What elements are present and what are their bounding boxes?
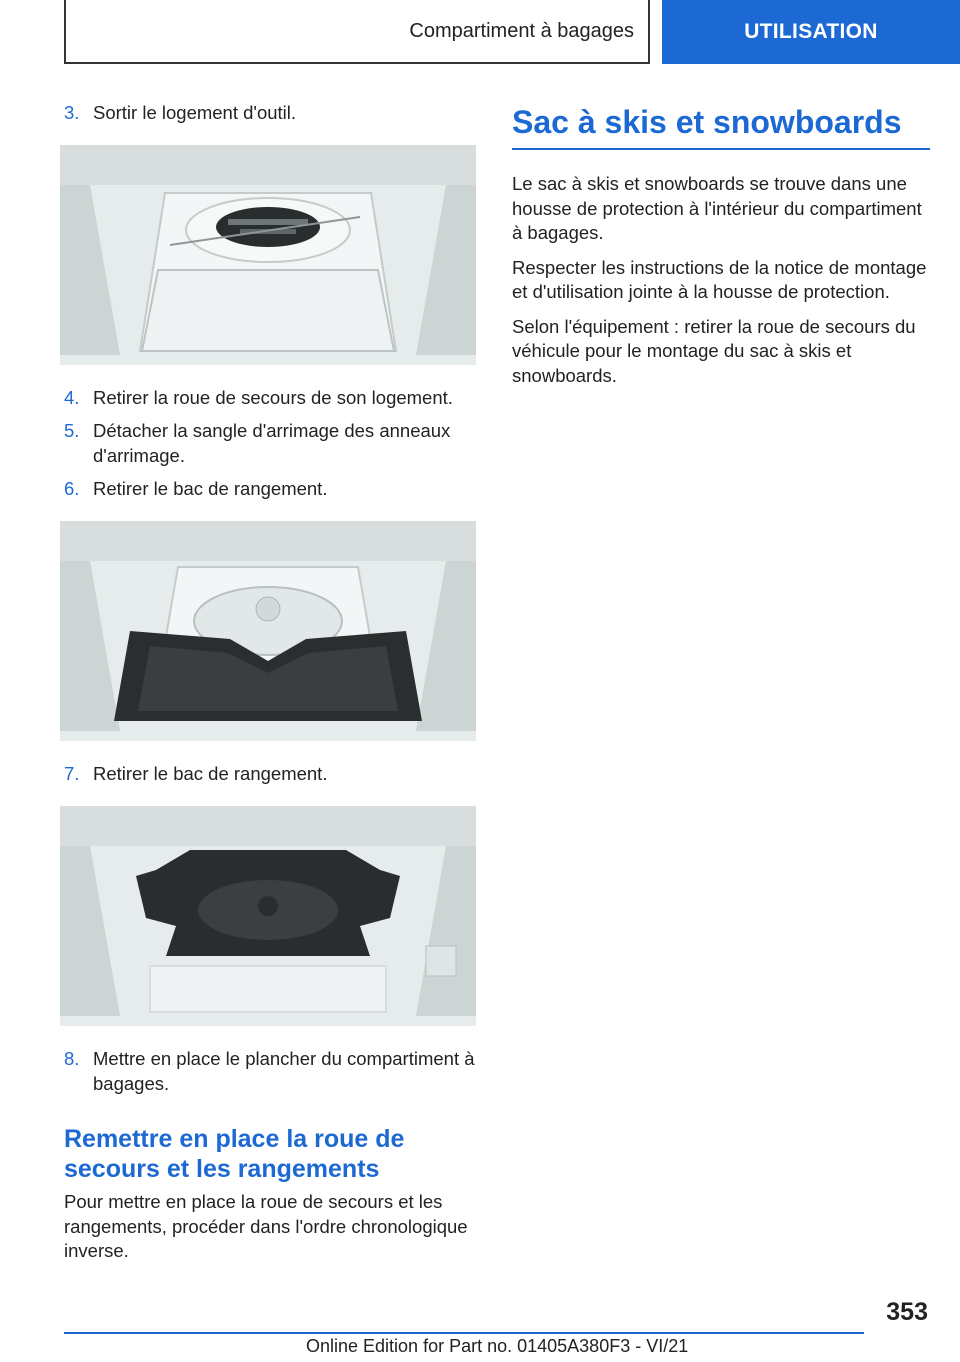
step-item [64, 761, 476, 786]
step-text: Détacher la sangle d'arrimage des anneaux d'arrimage. [93, 420, 451, 466]
figure-tray-removed [60, 806, 476, 1026]
step-number: 3. [64, 102, 80, 123]
step-text: Retirer le bac de rangement. [93, 478, 328, 499]
right-column [512, 100, 930, 398]
paragraph-ski-bag-instructions: Respecter les instructions de la notice de montage et d'utilisation jointe à la housse de protection. [512, 256, 927, 302]
figure-tool-compartment [60, 145, 476, 365]
step-text: Retirer le bac de rangement. [93, 763, 328, 784]
step-item [64, 385, 476, 410]
header-section-box [64, 0, 650, 64]
step-item [64, 418, 476, 468]
step-number: 4. [64, 387, 80, 408]
figure-storage-tray [60, 521, 476, 741]
step-text: Sortir le logement d'outil. [93, 102, 297, 123]
step-item [64, 1046, 476, 1096]
paragraph-ski-bag-equipment: Selon l'équipement : retirer la roue de secours du véhicule pour le montage du sac à skis et snowboards. [512, 315, 916, 386]
heading-ski-bag: Sac à skis et snowboards [512, 100, 930, 150]
paragraph-reinstall: Pour mettre en place la roue de secours et les rangements, procéder dans l'ordre chronologique inverse. [64, 1191, 468, 1261]
step-text: Mettre en place le plancher du compartiment à bagages. [93, 1048, 475, 1094]
header-section-title: Compartiment à bagages [409, 19, 634, 42]
paragraph-ski-bag-location: Le sac à skis et snowboards se trouve dans une housse de protection à l'intérieur du compartiment à bagages. [512, 173, 922, 243]
step-item [64, 476, 476, 501]
left-column [64, 100, 476, 1274]
footer-edition: Online Edition for Part no. 01405A380F3 - VI/21 [306, 1336, 689, 1356]
header-chapter-title: UTILISATION [744, 20, 878, 43]
header-chapter-tab[interactable] [662, 0, 960, 64]
subheading-reinstall: Remettre en place la roue de secours et les rangements [64, 1125, 405, 1183]
page-number: 353 [886, 1298, 928, 1326]
footer-divider [64, 1332, 864, 1334]
step-item [64, 100, 476, 125]
step-text: Retirer la roue de secours de son logement. [93, 387, 453, 408]
step-number: 6. [64, 478, 80, 499]
step-number: 7. [64, 763, 80, 784]
step-number: 8. [64, 1048, 80, 1069]
step-number: 5. [64, 420, 80, 441]
